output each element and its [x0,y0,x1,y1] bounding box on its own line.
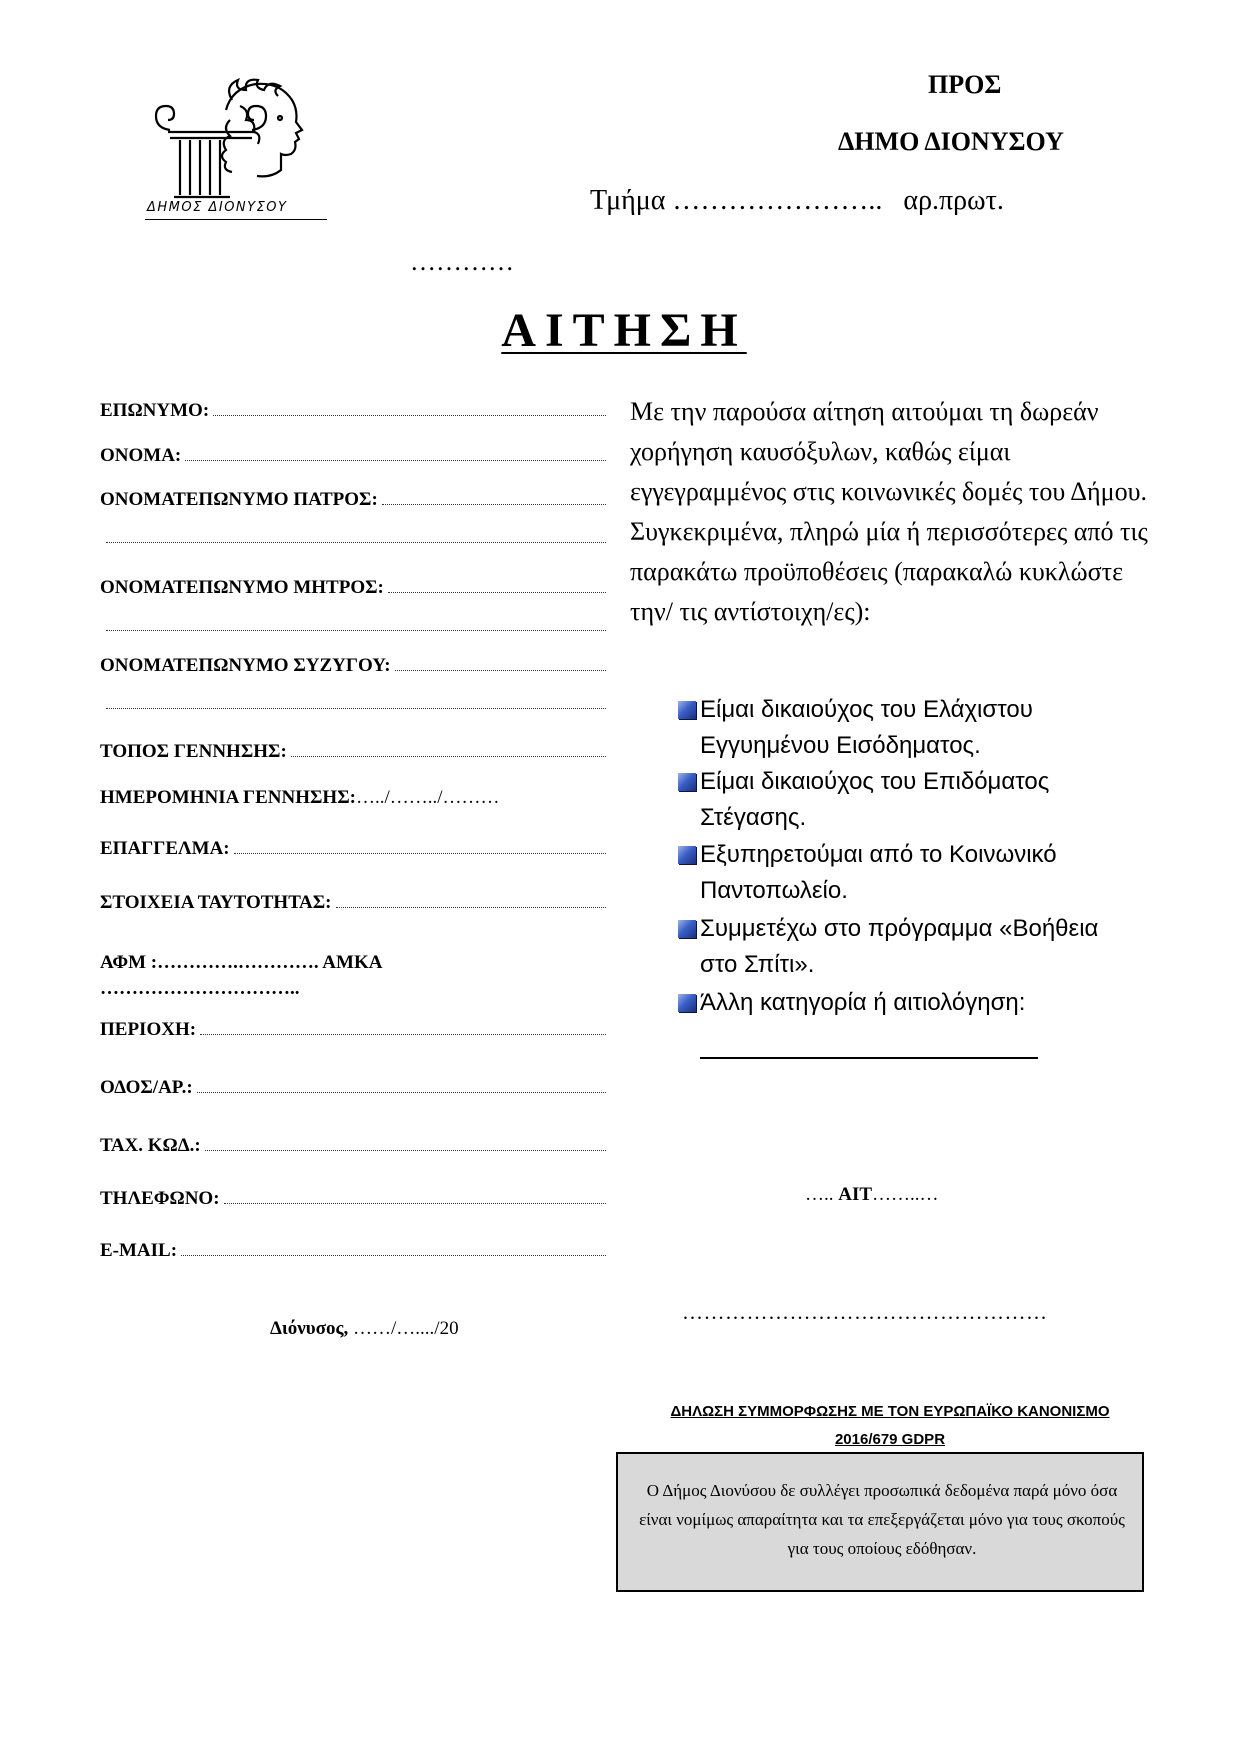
spouse-name-field[interactable]: ΟΝΟΜΑΤΕΠΩΝΥΜΟ ΣΥΖΥΓΟΥ: [100,651,606,677]
recipient: ΔΗΜΟ ΔΙΟΝΥΣΟΥ [838,127,1064,156]
signature-line[interactable]: …………………………………………… [682,1300,1048,1324]
page-title: ΑΙΤΗΣΗ [501,304,747,357]
logo-rule [145,219,327,220]
mother-name-field[interactable]: ΟΝΟΜΑΤΕΠΩΝΥΜΟ ΜΗΤΡΟΣ: [100,573,606,599]
birthdate-field[interactable] [100,787,500,809]
father-name-extra-line[interactable] [106,542,606,543]
square-bullet-icon [678,994,696,1012]
surname-field[interactable]: ΕΠΩΝΥΜΟ: [100,396,606,422]
mother-name-extra-line[interactable] [106,630,606,631]
spouse-name-extra-line[interactable] [106,708,606,709]
ionic-column-dionysus-head-icon [156,80,302,197]
id-details-field[interactable]: ΣΤΟΙΧΕΙΑ ΤΑΥΤΟΤΗΤΑΣ: [100,888,606,914]
request-intro: Με την παρούσα αίτηση αιτούμαι τη δωρεάν χορήγηση καυσόξυλων, καθώς είμαι εγγεγραμμένος στις κοινωνικές δομές του Δήμου. Συγκεκριμένα, πληρώ μία ή περισσότερες από τις παρακάτω προϋποθέσεις (παρακαλώ κυκλώστε την/ τις αντίστοιχη/ες): [630,397,1148,626]
date-value: ……/…..../20 [353,1318,459,1339]
amka-dots[interactable]: ………………………….. [100,978,300,999]
place-label: Διόνυσος, [270,1318,349,1339]
phone-field[interactable]: ΤΗΛΕΦΩΝΟ: [100,1184,606,1210]
option-housing-allowance[interactable]: Είμαι δικαιούχος του Επιδόματος Στέγασης. [678,764,1148,836]
postal-code-field[interactable]: ΤΑΧ. ΚΩΔ.: [100,1131,606,1157]
option-minimum-income[interactable]: Είμαι δικαιούχος του Ελάχιστου Εγγυημένου Εισόδηματος. [678,692,1148,764]
birthplace-field[interactable]: ΤΟΠΟΣ ΓΕΝΝΗΣΗΣ: [100,737,606,763]
birthdate-label: ΗΜΕΡΟΜΗΝΙΑ ΓΕΝΝΗΣΗΣ: [100,787,356,808]
area-field[interactable]: ΠΕΡΙΟΧΗ: [100,1015,606,1041]
gdpr-heading: ΔΗΛΩΣΗ ΣΥΜΜΟΡΦΩΣΗΣ ΜΕ ΤΟΝ ΕΥΡΩΠΑΪΚΟ ΚΑΝΟΝΙΣΜΟ 2016/679 GDPR [670,1403,1110,1448]
to-label: ΠΡΟΣ [928,70,1002,99]
profession-field[interactable]: ΕΠΑΓΓΕΛΜΑ: [100,834,606,860]
birthdate-value: …../……../……… [355,787,500,808]
applicant-label: ….. ΑΙΤ……..… [805,1184,939,1205]
email-field[interactable]: E-MAIL: [100,1236,606,1262]
logo-text: ΔΗΜΟΣ ΔΙΟΝΥΣΟΥ [147,200,288,215]
department-protocol-line: Τμήμα ………………….. αρ.πρωτ. [590,185,1004,216]
square-bullet-icon [678,920,696,938]
option-help-at-home[interactable]: Συμμετέχω στο πρόγραμμα «Βοήθεια στο Σπίτι». [678,911,1148,983]
father-name-field[interactable]: ΟΝΟΜΑΤΕΠΩΝΥΜΟ ΠΑΤΡΟΣ: [100,485,606,511]
square-bullet-icon [678,773,696,791]
option-other[interactable]: Άλλη κατηγορία ή αιτιολόγηση: [678,985,1148,1021]
afm-amka-field[interactable]: ΑΦΜ :………….…………. ΑΜΚΑ [100,952,383,973]
square-bullet-icon [678,846,696,864]
place-date-line[interactable] [270,1318,459,1340]
square-bullet-icon [678,701,696,719]
other-reason-line[interactable] [700,1057,1038,1059]
name-field[interactable]: ΟΝΟΜΑ: [100,441,606,467]
option-social-grocery[interactable]: Εξυπηρετούμαι από το Κοινωνικό Παντοπωλείο. [678,837,1148,909]
protocol-number-dots: ………… [410,247,514,276]
gdpr-text: Ο Δήμος Διονύσου δε συλλέγει προσωπικά δεδομένα παρά μόνο όσα είναι νομίμως απαραίτητα και τα επεξεργάζεται μόνο για τους σκοπούς για τους οποίους εδόθησαν. [639,1481,1125,1558]
street-field[interactable]: ΟΔΟΣ/ΑΡ.: [100,1073,606,1099]
